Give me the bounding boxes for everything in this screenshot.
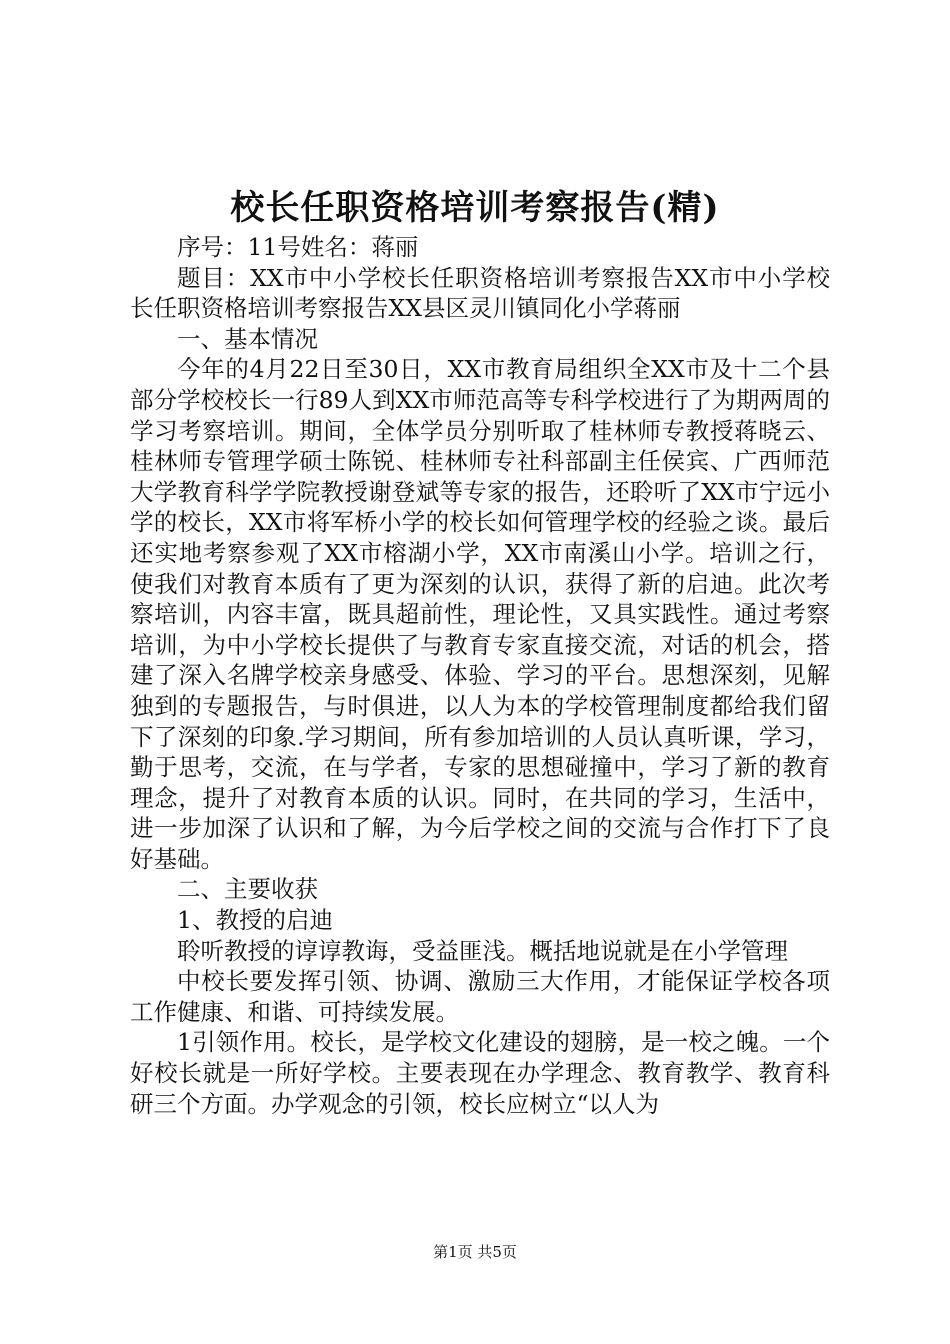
section-heading-basic: 一、基本情况	[177, 324, 318, 353]
document-title: 校长任职资格培训考察报告(精)	[230, 188, 720, 228]
serial-info: 序号：11号姓名：蒋丽	[177, 233, 419, 261]
document-body	[130, 232, 830, 1119]
body-paragraph: 中校长要发挥引领、协调、激励三大作用，才能保证学校各项工作健康、和谐、可持续发展。	[130, 967, 830, 1026]
topic-paragraph: 题目：XX市中小学校长任职资格培训考察报告XX市中小学校长任职资格培训考察报告XX县区灵川镇同化小学蒋丽	[130, 263, 830, 323]
page-footer: 第1页 共5页	[433, 1243, 517, 1261]
body-paragraph: 聆听教授的谆谆教诲，受益匪浅。概括地说就是在小学管理	[177, 936, 788, 965]
basic-situation-paragraph: 今年的4月22日至30日，XX市教育局组织全XX市及十二个县部分学校校长一行89人到XX市师范高等专科学校进行了为期两周的学习考察培训。期间，全体学员分别听取了桂林师专教授蒋晓云、桂林师专管理学硕士陈锐、桂林师专社科部副主任侯宾、广西师范大学教育科学学院教授谢登斌等专家的报告，还聆听了XX市宁远小学的校长，XX市将军桥小学的校长如何管理学校的经验之谈。最后还实地考察参观了XX市榕湖小学，XX市南溪山小学。培训之行，使我们对教育本质有了更为深刻的认识，获得了新的启迪。此次考察培训，内容丰富，既具超前性，理论性，又具实践性。通过考察培训，为中小学校长提供了与教育专家直接交流，对话的机会，搭建了深入名牌学校亲身感受、体验、学习的平台。思想深刻，见解独到的专题报告，与时俱进，以人为本的学校管理制度都给我们留下了深刻的印象.学习期间，所有参加培训的人员认真听课，学习，勤于思考，交流，在与学者，专家的思想碰撞中，学习了新的教育理念，提升了对教育本质的认识。同时，在共同的学习，生活中，进一步加深了认识和了解，为今后学校之间的交流与合作打下了良好基础。	[130, 355, 830, 873]
body-paragraph: 1引领作用。校长，是学校文化建设的翅膀，是一校之魄。一个好校长就是一所好学校。主要表现在办学理念、教育教学、教育科研三个方面。办学观念的引领，校长应树立“以人为	[130, 1028, 830, 1118]
subsection-heading-professors: 1、教授的启迪	[177, 906, 333, 935]
section-heading-gains: 二、主要收获	[177, 875, 318, 904]
